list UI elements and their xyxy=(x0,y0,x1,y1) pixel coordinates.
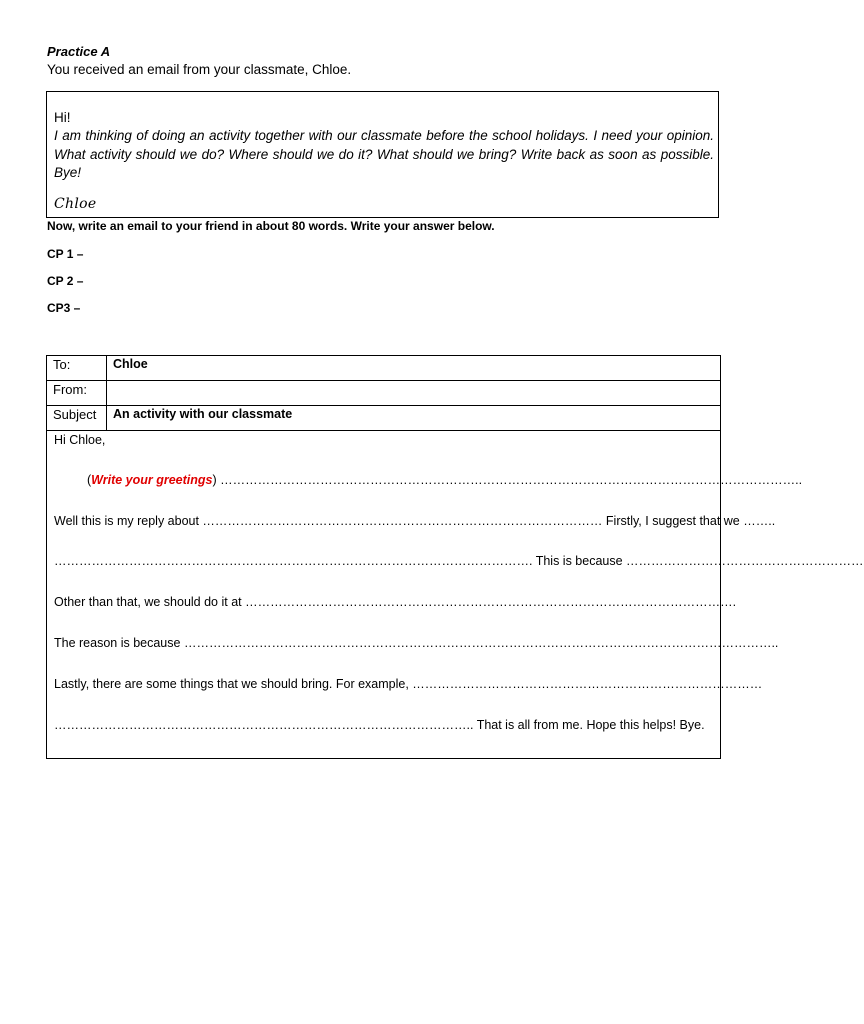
reply-line-5: Lastly, there are some things that we should bring. For example, ………………………………………………………………………… xyxy=(54,677,763,691)
email-greeting: Hi! xyxy=(54,110,71,125)
to-row xyxy=(47,356,720,381)
greeting-prompt: Write your greetings xyxy=(91,473,213,487)
received-email-box xyxy=(46,91,719,218)
to-label: To: xyxy=(53,357,71,372)
practice-title: Practice A xyxy=(47,44,111,59)
greeting-line xyxy=(87,473,802,487)
reply-line-1: Well this is my reply about …………………………………………………………………………………… Firstly, I suggest that we …….. xyxy=(54,514,776,528)
reply-line-3: Other than that, we should do it at ………………………………………………………………………………………………………. xyxy=(54,595,737,609)
to-value: Chloe xyxy=(113,357,148,371)
greet-close: ) ………………………………………………………………………………………………………………………….. xyxy=(212,473,803,487)
email-signature: Chloe xyxy=(54,196,97,212)
reply-line-2: ……………………………………………………………………………………………………. This is because ………………………………………………… xyxy=(54,554,864,568)
reply-email-form xyxy=(46,355,864,759)
subject-value: An activity with our classmate xyxy=(113,407,293,421)
subject-row xyxy=(47,406,720,431)
from-row xyxy=(47,381,720,406)
reply-line-4: The reason is because …………………………………………………………………………………………………………………………….. xyxy=(54,636,779,650)
email-body: I am thinking of doing an activity together with our classmate before the school holidays. I need your opinion. What activity should we do? Where should we do it? What should we bring? Write back as soon as possible. Bye! xyxy=(54,128,714,180)
writing-instruction: Now, write an email to your friend in about 80 words. Write your answer below. xyxy=(47,219,495,233)
from-label: From: xyxy=(53,382,87,397)
content-point-2: CP 2 – xyxy=(47,274,84,288)
subject-label: Subject xyxy=(53,407,97,422)
intro-text: You received an email from your classmate, Chloe. xyxy=(47,62,352,77)
salutation: Hi Chloe, xyxy=(54,433,106,447)
content-point-3: CP3 – xyxy=(47,301,81,315)
greet-open: ( xyxy=(87,473,92,487)
reply-line-6: ……………………………………………………………………………………….. That is all from me. Hope this helps! Bye. xyxy=(54,718,705,732)
content-point-1: CP 1 – xyxy=(47,247,84,261)
